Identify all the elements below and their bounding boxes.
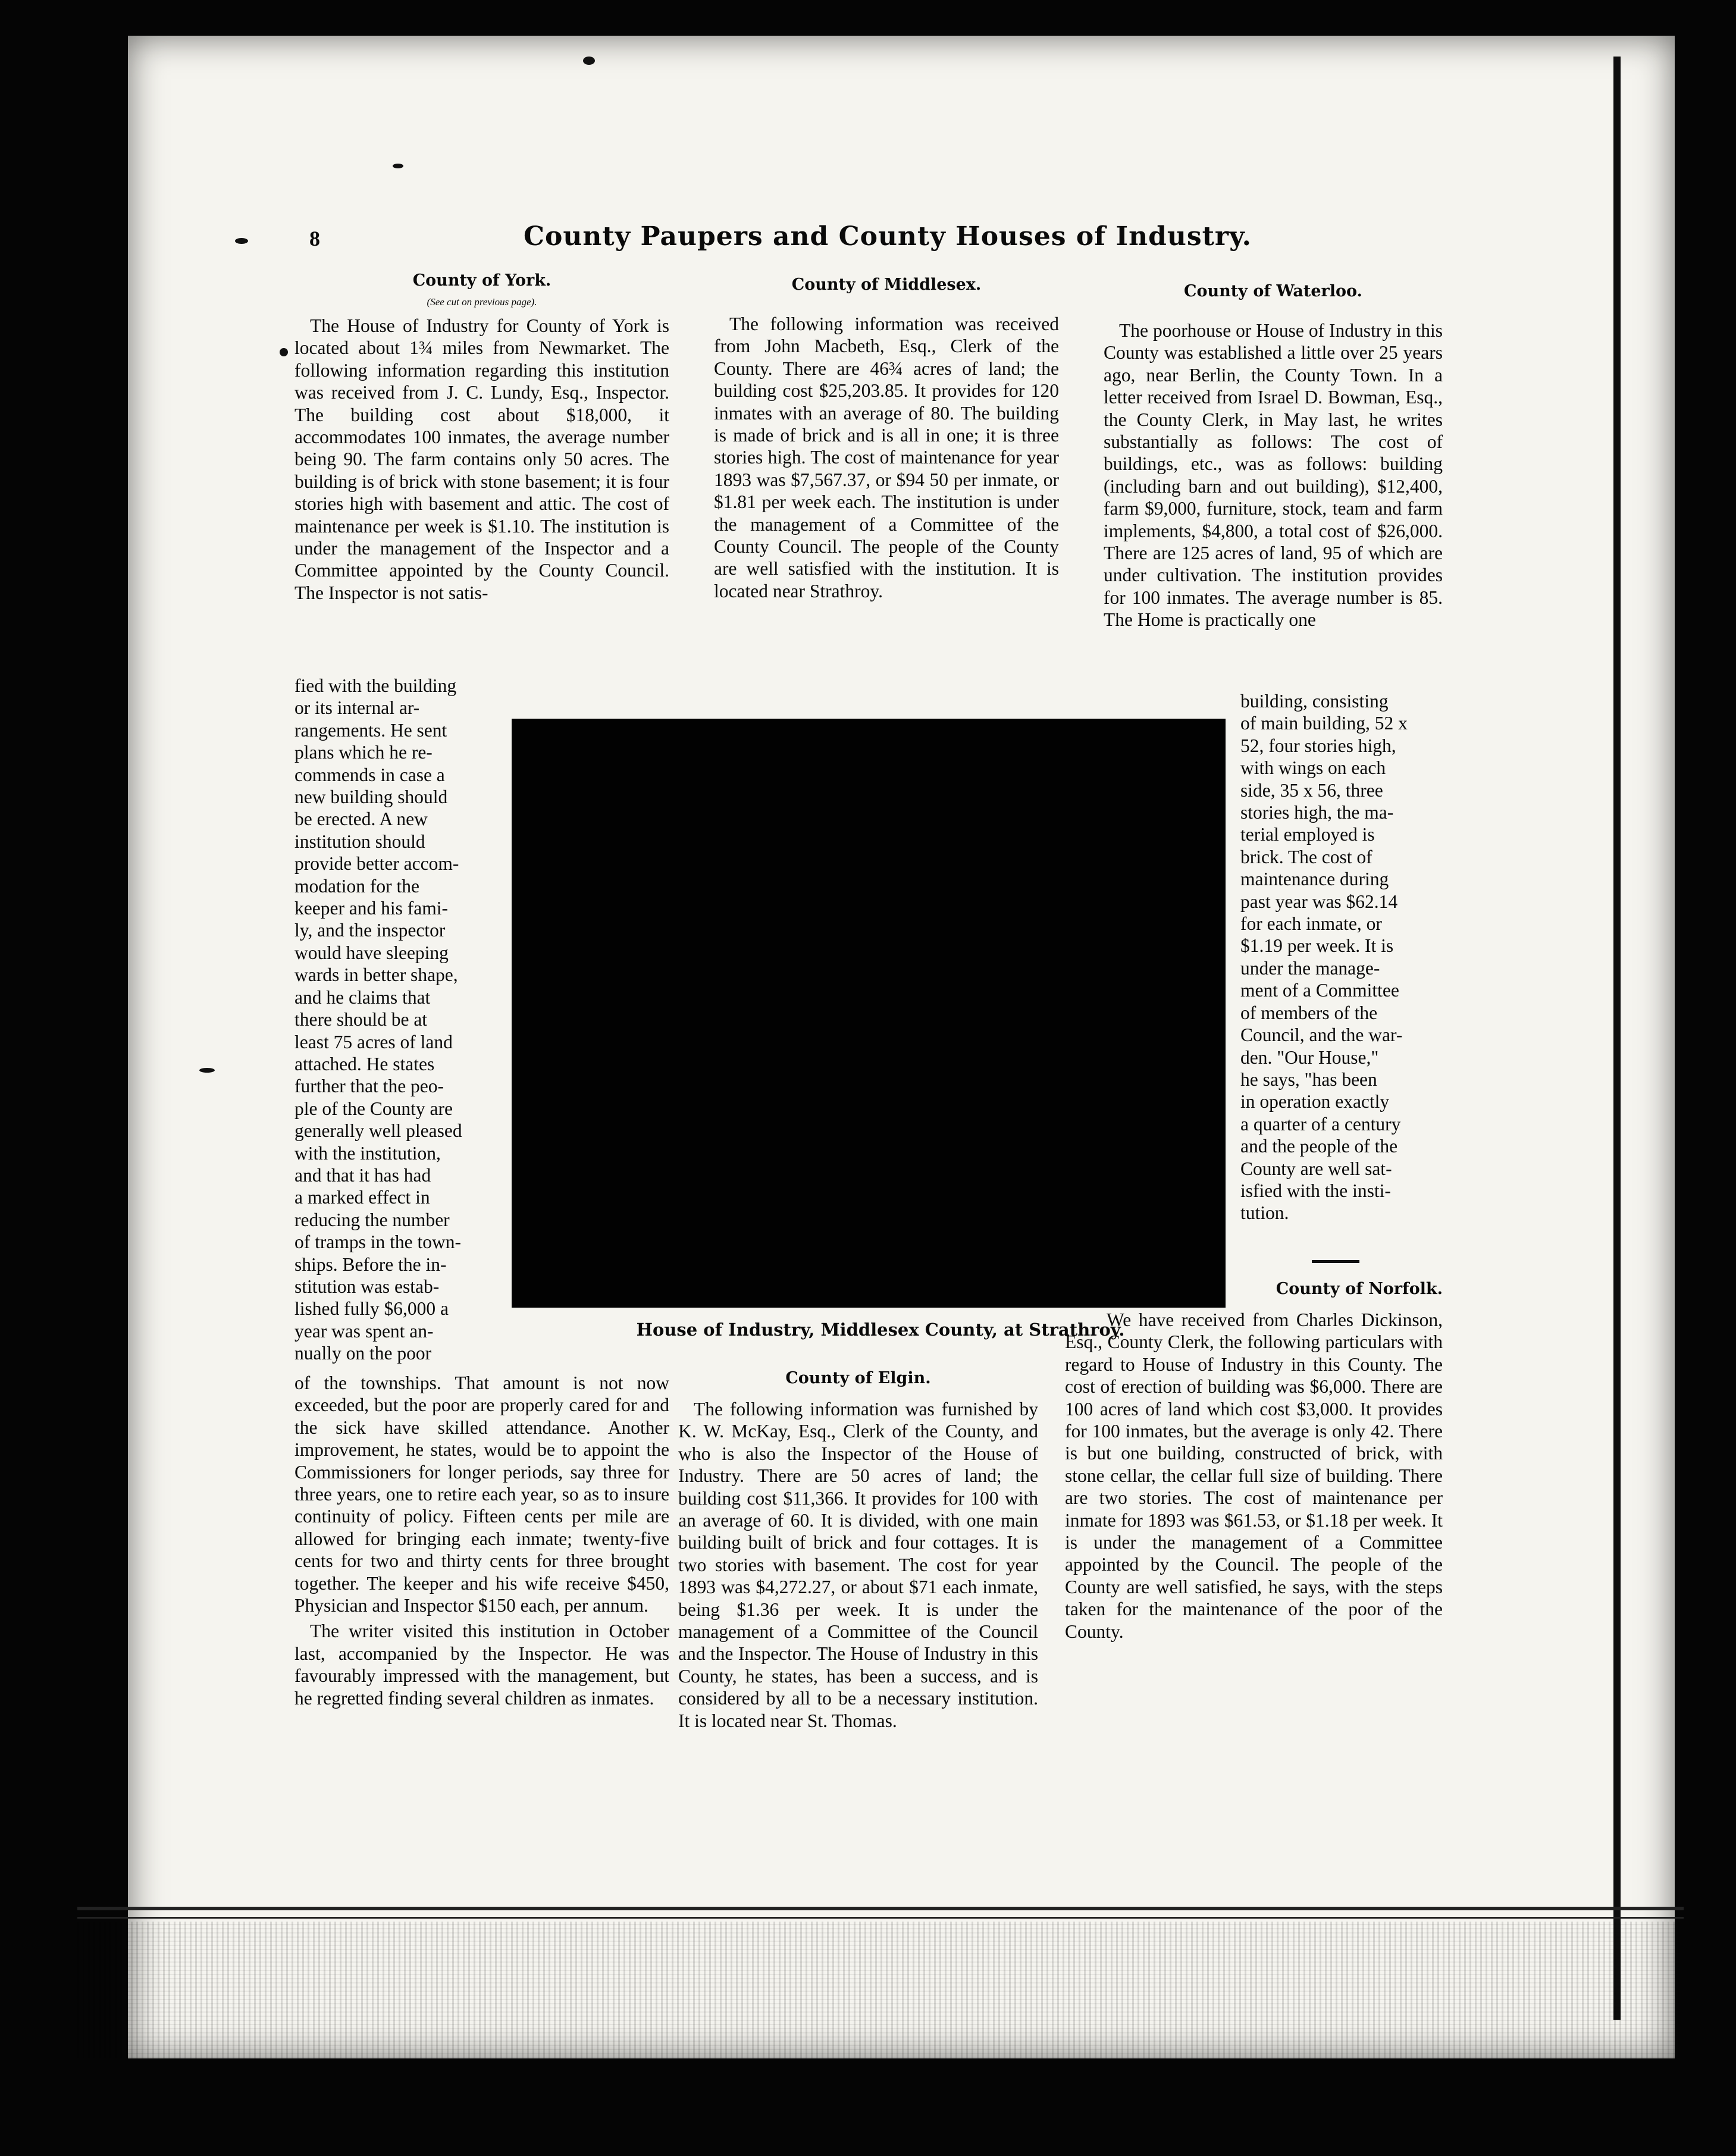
scan-mark [280, 348, 288, 356]
waterloo-wrap-line: for each inmate, or [1240, 913, 1382, 935]
york-wrap-line: least 75 acres of land [294, 1031, 453, 1052]
york-wrap-line: be erected. A new [294, 808, 428, 830]
waterloo-wrap-line: of main building, 52 x [1240, 713, 1408, 734]
waterloo-wrap-line: isfied with the insti- [1240, 1180, 1391, 1201]
elgin-column [678, 1368, 1038, 1732]
york-wrap-line: wards in better shape, [294, 964, 458, 986]
middlesex-column [714, 275, 1059, 602]
york-column-top [294, 271, 669, 604]
middlesex-heading: County of Middlesex. [791, 275, 982, 294]
york-wrap-line: ships. Before the in- [294, 1254, 447, 1275]
waterloo-column-top [1104, 281, 1443, 631]
york-note: (See cut on previous page). [427, 296, 537, 308]
york-paragraph-2: The writer visited this institution in October last, accompanied by the Inspector. He was favourably impressed with the management, but he regretted finding several children as inmates. [294, 1621, 669, 1709]
waterloo-wrap-line: with wings on each [1240, 757, 1386, 779]
waterloo-wrap-line: of members of the [1240, 1002, 1378, 1023]
york-wrap-line: and that it has had [294, 1164, 431, 1186]
norfolk-paragraph: We have received from Charles Dickinson, Esq., County Clerk, the following particulars with regard to House of Industry in this County. The cost of erection of building was $6,000. There are 100 acres of land which cost $3,000. It provides for 100 inmates, but the average is only 42. There is but one building, constructed of brick, with stone cellar, the cellar full size of building. There are two stories. The cost of maintenance per inmate for 1893 was $61.53, or $1.18 per week. It is under the management of a Committee appointed by the Council. The people of the County are well satisfied, he says, with the steps taken for the maintenance of the poor of the County. [1065, 1309, 1443, 1642]
york-wrap-line: there should be at [294, 1009, 428, 1030]
york-wrap-line: of tramps in the town- [294, 1231, 461, 1253]
york-wrap-line: or its internal ar- [294, 697, 420, 719]
middlesex-paragraph: The following information was received from John Macbeth, Esq., Clerk of the County. There are 46¾ acres of land; the building cost $25,203.85. It provides for 120 inmates with an average of 80. The building is made of brick and is all in one; it is three stories high. The cost of maintenance for year 1893 was $7,567.37, or $94 50 per inmate, or $1.81 per week each. The institution is under the management of a Committee of the County Council. The people of the County are well satisfied with the institution. It is located near Strathroy. [714, 314, 1059, 601]
york-wrap-line: year was spent an- [294, 1320, 434, 1342]
waterloo-paragraph: The poorhouse or House of Industry in this County was established a little over 25 years ago, near Berlin, the County Town. In a letter received from Israel D. Bowman, Esq., the County Clerk, in May last, he writes substantially as follows: The cost of buildings, etc., was as follows: building (including barn and out building), $12,400, farm $9,000, furniture, stock, team and farm implements, $4,800, a total cost of $26,000. There are 125 acres of land, 95 of which are under cultivation. The institution provides for 100 inmates. The average number is 85. The Home is practically one [1104, 320, 1443, 631]
waterloo-wrap-line: brick. The cost of [1240, 846, 1372, 867]
waterloo-wrap-line: side, 35 x 56, three [1240, 779, 1383, 801]
york-wrap-line: and he claims that [294, 986, 431, 1008]
york-wrap-line: reducing the number [294, 1209, 450, 1230]
waterloo-wrap-line: Council, and the war- [1240, 1024, 1403, 1046]
york-wrap-line: would have sleeping [294, 942, 449, 963]
york-wrap-line: attached. He states [294, 1053, 435, 1074]
york-wrap-line: fied with the building [294, 675, 457, 696]
waterloo-wrap-line: a quarter of a century [1240, 1113, 1401, 1135]
elgin-paragraph: The following information was furnished by K. W. McKay, Esq., Clerk of the County, and who is also the Inspector of the House of Industry. There are 50 acres of land; the building cost $11,366. It provides for 100 with an average of 60. It is divided, with one main building built of brick and four cottages. It is two stories with basement. The cost for year 1893 was $4,272.27, or about $71 each inmate, being $1.36 per week. It is under the management of a Committee of the Council and the Inspector. The House of Industry in this County, he states, has been a success, and is considered by all to be a necessary institution. It is located near St. Thomas. [678, 1399, 1038, 1731]
york-wrap-line: stitution was estab- [294, 1276, 440, 1297]
york-wrap-line: modation for the [294, 875, 419, 897]
york-wrap-line: plans which he re- [294, 742, 433, 763]
york-wrap-line: lished fully $6,000 a [294, 1298, 449, 1320]
waterloo-wrap-line: 52, four stories high, [1240, 735, 1396, 756]
bottom-rule-thin [77, 1917, 1684, 1919]
page-fold-line [1613, 57, 1621, 2020]
waterloo-wrap-line: building, consisting [1240, 691, 1389, 712]
york-heading: County of York. [412, 271, 551, 290]
page-title: County Paupers and County Houses of Industry. [524, 221, 1252, 252]
york-wrap-line: further that the peo- [294, 1076, 444, 1097]
waterloo-wrap-line: tution. [1240, 1202, 1289, 1224]
bottom-rule [77, 1907, 1684, 1910]
york-column-bottom [294, 1372, 669, 1709]
house-of-industry-photo [512, 719, 1226, 1308]
scan-mark [235, 238, 248, 244]
york-wrap-line: nually on the poor [294, 1343, 432, 1364]
york-wrap-line: ly, and the inspector [294, 920, 446, 941]
york-wrap-line: ple of the County are [294, 1098, 453, 1119]
waterloo-wrap-line: terial employed is [1240, 824, 1375, 845]
york-wrap-line: provide better accom- [294, 853, 459, 875]
elgin-heading: County of Elgin. [785, 1369, 931, 1387]
waterloo-wrap-line: and the people of the [1240, 1136, 1398, 1157]
york-paragraph-1: The House of Industry for County of York is located about 1¾ miles from Newmarket. The following information regarding this institution was received from J. C. Lundy, Esq., Inspector. The building cost about $18,000, it accommodates 100 inmates, the average number being 90. The farm contains only 50 acres. The building is of brick with stone basement; it is four stories high with basement and attic. The cost of maintenance per week is $1.10. The institution is under the management of the Inspector and a Committee appointed by the County Council. The Inspector is not satis- [294, 315, 669, 603]
scan-noise [77, 1922, 1684, 2058]
waterloo-wrap-line: maintenance during [1240, 869, 1389, 890]
york-wrap-line: a marked effect in [294, 1187, 430, 1208]
york-wrap-line: rangements. He sent [294, 719, 447, 741]
york-wrap-line: keeper and his fami- [294, 898, 449, 919]
scan-mark [393, 164, 403, 168]
waterloo-wrap-line: under the manage- [1240, 957, 1380, 979]
scan-mark [583, 57, 595, 65]
york-wrap-line: with the institution, [294, 1142, 441, 1164]
waterloo-wrap-line: stories high, the ma- [1240, 802, 1394, 823]
scan-mark [199, 1068, 215, 1073]
york-wrap-line: new building should [294, 786, 448, 808]
york-wrap-line: institution should [294, 831, 425, 852]
york-wrap-line: commends in case a [294, 764, 445, 785]
section-separator [1312, 1260, 1359, 1263]
waterloo-wrap-line: den. "Our House," [1240, 1046, 1379, 1068]
waterloo-wrap-column [1240, 690, 1443, 1224]
york-wrap-column [294, 675, 506, 1365]
page-number: 8 [309, 227, 320, 250]
norfolk-heading: County of Norfolk. [1276, 1280, 1443, 1298]
york-wrap-line: generally well pleased [294, 1120, 462, 1142]
waterloo-wrap-line: in operation exactly [1240, 1091, 1390, 1113]
waterloo-wrap-line: past year was $62.14 [1240, 891, 1398, 912]
waterloo-wrap-line: he says, "has been [1240, 1068, 1377, 1090]
waterloo-wrap-line: ment of a Committee [1240, 980, 1399, 1001]
figure-caption: House of Industry, Middlesex County, at Strathroy. [636, 1320, 1125, 1340]
york-paragraph-1-cont: of the townships. That amount is not now exceeded, but the poor are properly cared for and the sick have skilled attendance. Another improvement, he states, would be to appoint the Commissioners for longer periods, say three for three years, one to retire each year, so as to insure continuity of policy. Fifteen cents per mile are allowed for bringing each inmate; twenty-five cents for two and thirty cents for three brought together. The keeper and his wife receive $450, Physician and Inspector $150 each, per annum. [294, 1372, 669, 1616]
waterloo-heading: County of Waterloo. [1184, 282, 1362, 300]
waterloo-wrap-line: $1.19 per week. It is [1240, 935, 1394, 957]
waterloo-wrap-line: County are well sat- [1240, 1158, 1392, 1179]
norfolk-column [1065, 1279, 1443, 1643]
